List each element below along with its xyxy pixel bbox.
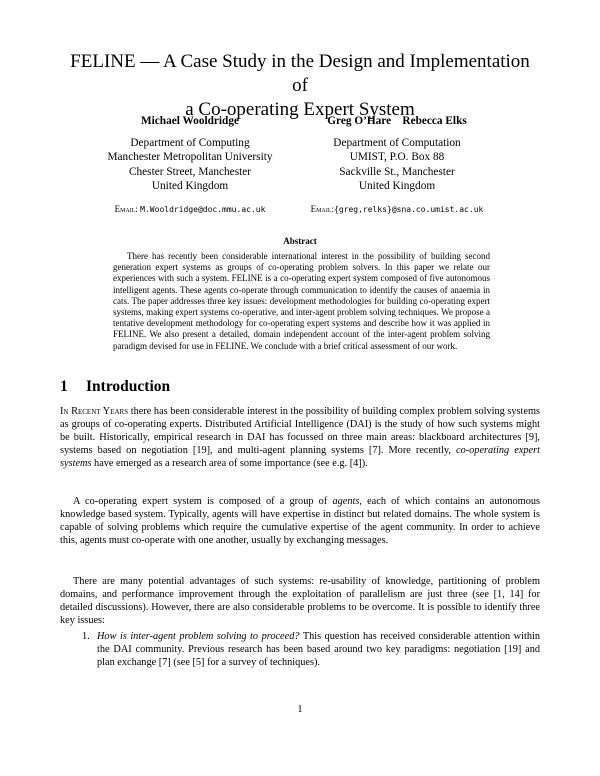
author-names: Michael Wooldridge (140, 115, 239, 127)
title-line-2: a Co-operating Expert System (185, 99, 415, 120)
paper-title (60, 50, 540, 122)
paragraph-text: This question has received considerable attention within the DAI community. Previous research has been based around two key paradigms: negotiation [19] and plan exchange [7] (see [5] for a survey of techniques). (97, 631, 540, 669)
paragraph-text: , each of which contains an autonomous knowledge based system. Typically, agents will have expertise in distinct but related domains. The whole system is capable of solving problems which require the cumulative expertise of the agent community. In order to achieve this, agents must co-operate with one another, usually by exchanging messages. (60, 496, 540, 547)
title-line-1: FELINE — A Case Study in the Design and Implementation of (70, 51, 530, 96)
list-marker: 1. (82, 631, 90, 642)
paragraph (60, 405, 540, 470)
paragraph-text: A co-operating expert system is composed of a group of (73, 496, 333, 507)
list-item-text (97, 630, 540, 669)
author-names: Greg O’Hare Rebecca Elks (327, 115, 467, 127)
list-item (60, 630, 540, 669)
section-number: 1 (60, 378, 68, 395)
affiliation-line: Department of Computation (333, 136, 461, 149)
emphasis-text: co-operating expert systems (60, 445, 540, 470)
affiliation-line: Department of Computing (130, 136, 250, 149)
affiliation-line: Sackville St., Manchester (339, 165, 455, 178)
page-number: 1 (297, 704, 303, 715)
paragraph-text: have emerged as a research area of some importance (see e.g. [4]). (91, 458, 368, 470)
emphasis-text: agents (332, 496, 360, 507)
affiliation-line: United Kingdom (151, 180, 229, 193)
smallcaps-lead: In Recent Years (60, 406, 129, 417)
email-label: Email: (310, 203, 335, 214)
paragraph-text: there has been considerable interest in the possibility of building complex problem solving systems as groups of co-operating experts. Distributed Artificial Intelligence (DAI) is the study of how such systems might be built. Historically, empirical research in DAI has focussed on three main areas: blackboard architectures [9], systems based on negotiation [19], and multi-agent planning systems [7]. More recently, (60, 406, 541, 457)
email-address: {greg,relks}@sna.co.umist.ac.uk (334, 204, 484, 214)
author-email (85, 202, 295, 218)
affiliation-line: Manchester Metropolitan University (107, 151, 273, 164)
abstract-heading: Abstract (283, 236, 317, 246)
section-heading (60, 378, 540, 396)
email-label: Email: (114, 203, 138, 214)
affiliation-line: United Kingdom (358, 180, 436, 193)
paragraph (60, 495, 540, 547)
affiliation-line: UMIST, P.O. Box 88 (349, 151, 445, 164)
abstract-text: There has recently been considerable international interest in the possibility of building second generation expert systems as groups of co-operating problem solvers. In this paper we relate our experiences with such a system. FELINE is a co-operating expert system composed of five autonomous intelligent agents. These agents co-operate through communication to identify the causes of anaemia in cats. The paper addresses three key issues: development methodologies for building co-operating expert systems, making expert systems co-operative, and inter-agent problem solving techniques. We propose a tentative development methodology for co-operating expert systems and describe how it was applied in FELINE. We also present a detailed, domain independent account of the inter-agent problem solving paradigm devised for use in FELINE. We conclude with a brief critical assessment of our work. (113, 251, 490, 351)
affiliation-line: Chester Street, Manchester (128, 165, 252, 178)
emphasis-text: How is inter-agent problem solving to proceed? (97, 631, 300, 642)
author-block-left (85, 114, 295, 218)
author-block-right (302, 114, 492, 218)
paragraph: There are many potential advantages of such systems: re-usability of knowledge, partitioning of problem domains, and performance improvement through the exploitation of parallelism are just three (see [1, 14] for detailed discussions). However, there are also considerable problems to be overcome. It is possible to identify three key issues: (60, 576, 540, 627)
email-address: M.Wooldridge@doc.mmu.ac.uk (140, 204, 266, 214)
section-title: Introduction (86, 378, 171, 395)
author-email (302, 202, 492, 218)
